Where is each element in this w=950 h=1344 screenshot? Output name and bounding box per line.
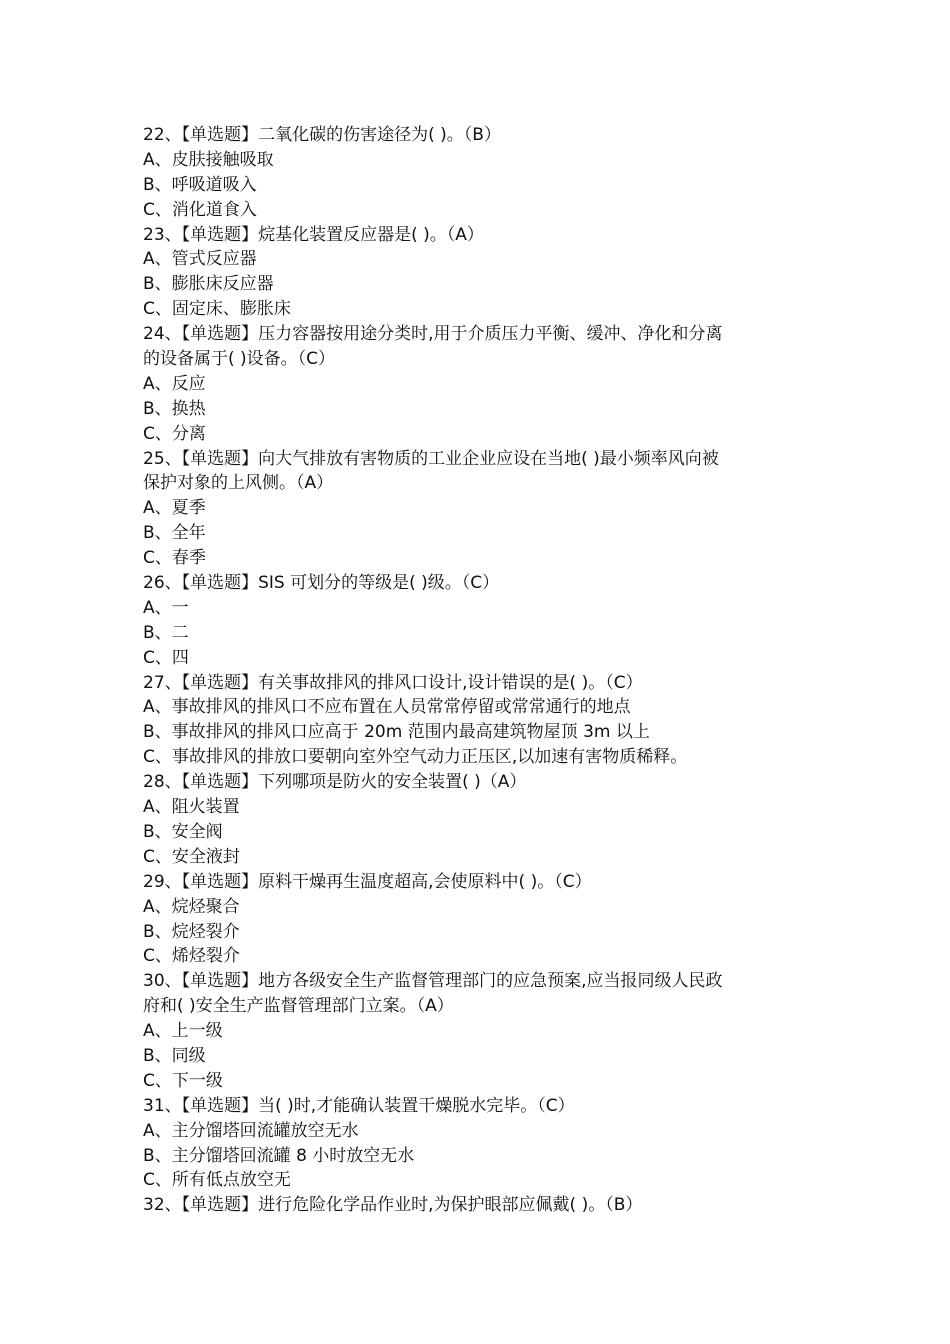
- question-31-option-b: B、主分馏塔回流罐 8 小时放空无水: [143, 1145, 415, 1166]
- question-31-option-c: C、所有低点放空无: [143, 1170, 291, 1191]
- question-25-stem-line-2: 保护对象的上风侧。（A）: [143, 473, 334, 494]
- question-29-option-a: A、烷烃聚合: [143, 896, 240, 917]
- question-27-option-c: C、事故排风的排放口要朝向室外空气动力正压区,以加速有害物质稀释。: [143, 747, 688, 768]
- question-26-option-a: A、一: [143, 597, 189, 618]
- question-30-option-b: B、同级: [143, 1045, 206, 1066]
- question-26-option-b: B、二: [143, 622, 189, 643]
- question-22-stem: 22、【单选题】二氧化碳的伤害途径为( )。（B）: [143, 125, 501, 145]
- question-23-stem: 23、【单选题】烷基化装置反应器是( )。（A）: [143, 224, 484, 245]
- question-30-stem-line-1: 30、【单选题】地方各级安全生产监督管理部门的应急预案,应当报同级人民政: [143, 971, 723, 992]
- question-24-option-a: A、反应: [143, 373, 206, 394]
- question-29-option-b: B、烷烃裂介: [143, 921, 240, 942]
- question-23-option-c: C、固定床、膨胀床: [143, 299, 291, 320]
- question-25-option-b: B、全年: [143, 523, 206, 544]
- question-25-option-c: C、春季: [143, 548, 206, 569]
- question-29-option-c: C、烯烃裂介: [143, 946, 240, 967]
- question-30-stem-line-2: 府和( )安全生产监督管理部门立案。（A）: [143, 996, 454, 1017]
- question-29-stem: 29、【单选题】原料干燥再生温度超高,会使原料中( )。（C）: [143, 871, 592, 892]
- question-28-option-b: B、安全阀: [143, 821, 223, 842]
- question-28-option-c: C、安全液封: [143, 846, 240, 867]
- question-24-option-b: B、换热: [143, 398, 206, 419]
- question-26-option-c: C、四: [143, 647, 189, 668]
- question-24-option-c: C、分离: [143, 423, 206, 444]
- question-24-stem-line-2: 的设备属于( )设备。（C）: [143, 349, 336, 370]
- question-32-stem: 32、【单选题】进行危险化学品作业时,为保护眼部应佩戴( )。（B）: [143, 1195, 643, 1216]
- question-25-option-a: A、夏季: [143, 498, 206, 519]
- question-26-stem: 26、【单选题】SIS 可划分的等级是( )级。（C）: [143, 573, 500, 594]
- question-23-option-a: A、管式反应器: [143, 249, 257, 270]
- question-28-stem: 28、【单选题】下列哪项是防火的安全装置( )（A）: [143, 772, 527, 793]
- question-28-option-a: A、阻火装置: [143, 797, 240, 818]
- question-27-stem: 27、【单选题】有关事故排风的排风口设计,设计错误的是( )。（C）: [143, 672, 643, 693]
- question-24-stem-line-1: 24、【单选题】压力容器按用途分类时,用于介质压力平衡、缓冲、净化和分离: [143, 324, 723, 345]
- question-22-option-b: B、呼吸道吸入: [143, 174, 257, 195]
- question-text-block: [143, 123, 815, 1218]
- question-22-option-a: A、皮肤接触吸取: [143, 149, 274, 170]
- question-30-option-a: A、上一级: [143, 1021, 223, 1042]
- question-25-stem-line-1: 25、【单选题】向大气排放有害物质的工业企业应设在当地( )最小频率风向被: [143, 448, 719, 469]
- question-27-option-b: B、事故排风的排风口应高于 20m 范围内最高建筑物屋顶 3m 以上: [143, 722, 650, 743]
- question-30-option-c: C、下一级: [143, 1070, 223, 1091]
- question-31-stem: 31、【单选题】当( )时,才能确认装置干燥脱水完毕。（C）: [143, 1095, 575, 1116]
- question-22-option-c: C、消化道食入: [143, 199, 257, 220]
- question-27-option-a: A、事故排风的排风口不应布置在人员常常停留或常常通行的地点: [143, 697, 631, 718]
- question-23-option-b: B、膨胀床反应器: [143, 274, 274, 295]
- question-31-option-a: A、主分馏塔回流罐放空无水: [143, 1120, 359, 1141]
